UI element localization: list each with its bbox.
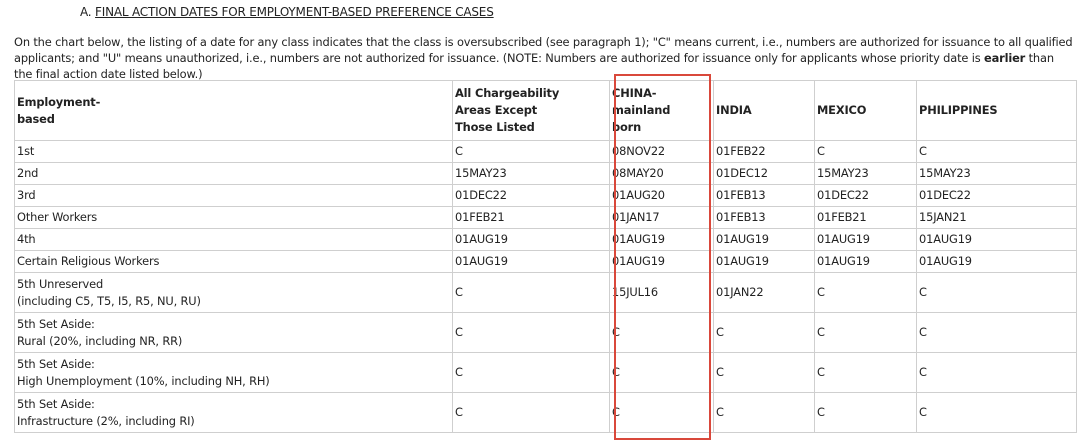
- cell-philippines: C: [917, 313, 1077, 353]
- cell-mexico: C: [815, 313, 917, 353]
- cell-mexico: C: [815, 353, 917, 393]
- intro-text-part1: On the chart below, the listing of a date for any class indicates that the class is oversubscribed (see paragraph 1); "C" means current, i.e., numbers are authorized for issuance to all qualified applicants; and "U" means unauthorized, i.e., numbers are not authorized for issuance. (NOTE: Numbers are authorized for issuance only for applicants whose priority date is: [14, 35, 1073, 65]
- table-header-row: [15, 81, 1077, 141]
- final-action-dates-table: [14, 80, 1077, 433]
- cell-china: C: [610, 313, 714, 353]
- cell-philippines: 01AUG19: [917, 229, 1077, 251]
- table-row: [15, 393, 1077, 433]
- header-employment-based: Employment- based: [15, 81, 453, 141]
- cell-india: C: [714, 313, 815, 353]
- cell-china: 01AUG19: [610, 251, 714, 273]
- header-mexico: MEXICO: [815, 81, 917, 141]
- cell-india: 01AUG19: [714, 229, 815, 251]
- cell-china: C: [610, 353, 714, 393]
- row-label: Other Workers: [15, 207, 453, 229]
- header-india: INDIA: [714, 81, 815, 141]
- cell-philippines: 01DEC22: [917, 185, 1077, 207]
- cell-china: 15JUL16: [610, 273, 714, 313]
- table-row: [15, 163, 1077, 185]
- cell-all: 01AUG19: [453, 229, 610, 251]
- table-row: [15, 141, 1077, 163]
- cell-india: C: [714, 393, 815, 433]
- table-row: [15, 313, 1077, 353]
- cell-mexico: 15MAY23: [815, 163, 917, 185]
- cell-all: C: [453, 393, 610, 433]
- header-all-chargeability: All Chargeability Areas Except Those Listed: [453, 81, 610, 141]
- cell-india: 01AUG19: [714, 251, 815, 273]
- cell-all: C: [453, 353, 610, 393]
- row-label: 2nd: [15, 163, 453, 185]
- cell-philippines: C: [917, 393, 1077, 433]
- header-china: CHINA- mainland born: [610, 81, 714, 141]
- cell-philippines: 15JAN21: [917, 207, 1077, 229]
- intro-bold-word: earlier: [984, 51, 1026, 65]
- section-heading: [80, 5, 494, 19]
- cell-all: 01AUG19: [453, 251, 610, 273]
- cell-mexico: C: [815, 393, 917, 433]
- cell-india: 01JAN22: [714, 273, 815, 313]
- cell-all: C: [453, 273, 610, 313]
- cell-philippines: 15MAY23: [917, 163, 1077, 185]
- cell-mexico: C: [815, 141, 917, 163]
- section-letter: A.: [80, 5, 92, 19]
- cell-mexico: C: [815, 273, 917, 313]
- cell-china: C: [610, 393, 714, 433]
- cell-philippines: C: [917, 353, 1077, 393]
- intro-paragraph: [14, 34, 1074, 82]
- intro-text-part2: than the final action date listed below.): [14, 51, 1054, 81]
- table-row: [15, 353, 1077, 393]
- cell-all: 01FEB21: [453, 207, 610, 229]
- cell-all: C: [453, 313, 610, 353]
- cell-india: 01FEB13: [714, 185, 815, 207]
- cell-philippines: C: [917, 273, 1077, 313]
- cell-india: 01DEC12: [714, 163, 815, 185]
- cell-china: 01JAN17: [610, 207, 714, 229]
- row-label: 4th: [15, 229, 453, 251]
- table-row: [15, 273, 1077, 313]
- table-row: [15, 185, 1077, 207]
- row-label: 5th Set Aside: Infrastructure (2%, including RI): [15, 393, 453, 433]
- cell-all: 15MAY23: [453, 163, 610, 185]
- table-row: [15, 207, 1077, 229]
- cell-mexico: 01FEB21: [815, 207, 917, 229]
- header-philippines: PHILIPPINES: [917, 81, 1077, 141]
- cell-philippines: 01AUG19: [917, 251, 1077, 273]
- row-label: 1st: [15, 141, 453, 163]
- cell-china: 08NOV22: [610, 141, 714, 163]
- cell-mexico: 01AUG19: [815, 229, 917, 251]
- row-label: 5th Set Aside: High Unemployment (10%, including NH, RH): [15, 353, 453, 393]
- cell-philippines: C: [917, 141, 1077, 163]
- cell-mexico: 01DEC22: [815, 185, 917, 207]
- cell-india: C: [714, 353, 815, 393]
- cell-china: 08MAY20: [610, 163, 714, 185]
- cell-all: 01DEC22: [453, 185, 610, 207]
- row-label: 5th Set Aside: Rural (20%, including NR, RR): [15, 313, 453, 353]
- row-label: Certain Religious Workers: [15, 251, 453, 273]
- row-label: 3rd: [15, 185, 453, 207]
- cell-india: 01FEB13: [714, 207, 815, 229]
- cell-mexico: 01AUG19: [815, 251, 917, 273]
- cell-india: 01FEB22: [714, 141, 815, 163]
- section-title: FINAL ACTION DATES FOR EMPLOYMENT-BASED PREFERENCE CASES: [95, 5, 494, 19]
- cell-all: C: [453, 141, 610, 163]
- cell-china: 01AUG19: [610, 229, 714, 251]
- table-row: [15, 251, 1077, 273]
- cell-china: 01AUG20: [610, 185, 714, 207]
- table-row: [15, 229, 1077, 251]
- row-label: 5th Unreserved (including C5, T5, I5, R5, NU, RU): [15, 273, 453, 313]
